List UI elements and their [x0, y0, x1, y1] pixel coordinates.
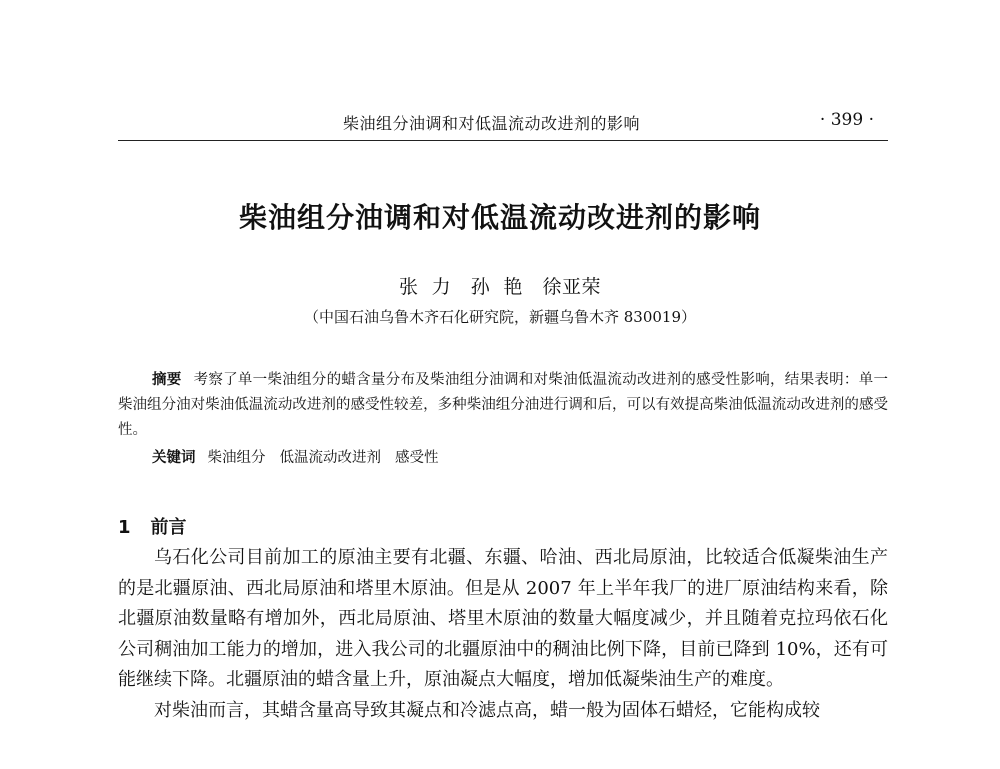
authors: 张 力 孙 艳 徐亚荣 — [399, 276, 601, 298]
article-title: 柴油组分油调和对低温流动改进剂的影响 — [238, 201, 761, 234]
keywords-line — [152, 446, 888, 471]
page-number: · 399 · — [819, 110, 874, 130]
section-title: 前言 — [150, 517, 187, 538]
abstract-text: 考察了单一柴油组分的蜡含量分布及柴油组分油调和对柴油低温流动改进剂的感受性影响，结果表明：单一柴油组分油对柴油低温流动改进剂的感受性较差，多种柴油组分油进行调和后，可以有效提高柴油低温流动改进剂的感受性。 — [118, 372, 888, 438]
affiliation: （中国石油乌鲁木齐石化研究院，新疆乌鲁木齐 830019） — [303, 308, 697, 326]
section-heading — [118, 513, 187, 539]
body-paragraph: 对柴油而言，其蜡含量高导致其凝点和冷滤点高，蜡一般为固体石蜡烃，它能构成较 — [154, 699, 820, 721]
running-header — [118, 108, 888, 141]
abstract-label: 摘要 — [152, 372, 182, 388]
keyword: 低温流动改进剂 — [279, 450, 381, 466]
abstract-block — [118, 368, 888, 471]
keyword: 柴油组分 — [207, 450, 266, 466]
abstract-paragraph — [118, 368, 888, 443]
keywords-label: 关键词 — [152, 450, 196, 466]
section-number: 1 — [118, 517, 131, 538]
body-text — [118, 543, 888, 726]
keyword: 感受性 — [395, 450, 439, 466]
body-paragraph: 乌石化公司目前加工的原油主要有北疆、东疆、哈油、西北局原油，比较适合低凝柴油生产的是北疆原油、西北局原油和塔里木原油。但是从 2007 年上半年我厂的进厂原油结构来看，除北疆原油数量略有增加外，西北局原油、塔里木原油的数量大幅度减少，并且随着克拉玛依石化公司稠油加工能力的增加，进入我公司的北疆原油中的稠油比例下降，目前已降到 10%，还有可能继续下降。北疆原油的蜡含量上升，原油凝点大幅度，增加低凝柴油生产的难度。 — [118, 547, 888, 690]
running-title: 柴油组分油调和对低温流动改进剂的影响 — [343, 114, 641, 133]
